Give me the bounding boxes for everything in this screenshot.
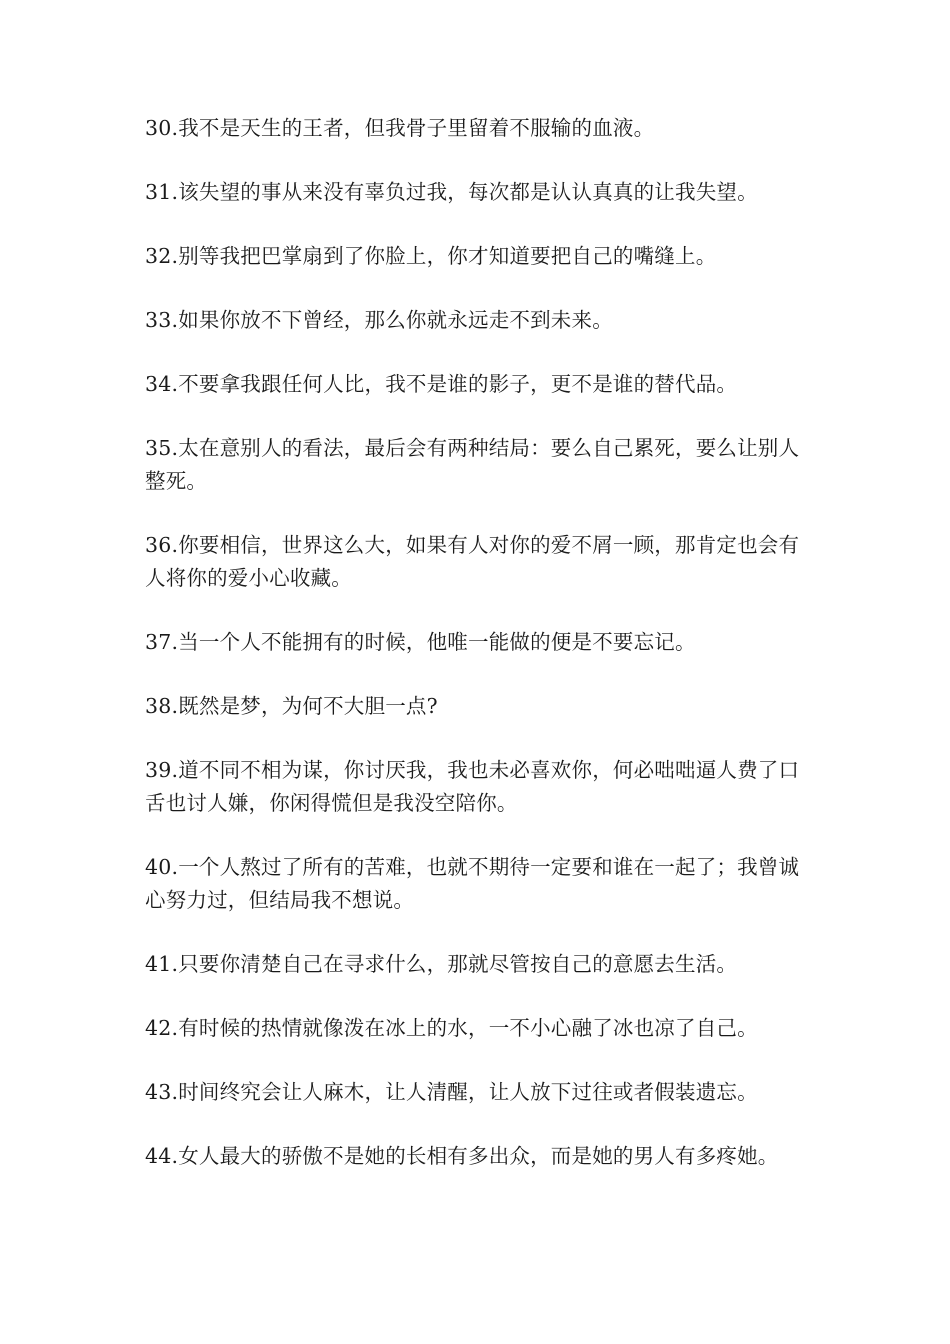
quote-30: 30.我不是天生的王者，但我骨子里留着不服输的血液。 (145, 116, 655, 140)
quote-31: 31.该失望的事从来没有辜负过我，每次都是认认真真的让我失望。 (145, 180, 758, 204)
quote-34: 34.不要拿我跟任何人比，我不是谁的影子，更不是谁的替代品。 (145, 372, 738, 396)
quote-40: 40.一个人熬过了所有的苦难，也就不期待一定要和谁在一起了；我曾诚心努力过，但结局我不想说。 (145, 855, 800, 912)
quote-44: 44.女人最大的骄傲不是她的长相有多出众，而是她的男人有多疼她。 (145, 1144, 779, 1168)
quote-33: 33.如果你放不下曾经，那么你就永远走不到未来。 (145, 308, 613, 332)
quote-list (145, 112, 810, 1204)
quote-37: 37.当一个人不能拥有的时候，他唯一能做的便是不要忘记。 (145, 630, 696, 654)
quote-35: 35.太在意别人的看法，最后会有两种结局：要么自己累死，要么让别人整死。 (145, 436, 800, 493)
quote-42: 42.有时候的热情就像泼在冰上的水，一不小心融了冰也凉了自己。 (145, 1016, 758, 1040)
quote-38: 38.既然是梦，为何不大胆一点? (145, 694, 438, 718)
quote-36: 36.你要相信，世界这么大，如果有人对你的爱不屑一顾，那肯定也会有人将你的爱小心收藏。 (145, 533, 800, 590)
quote-32: 32.别等我把巴掌扇到了你脸上，你才知道要把自己的嘴缝上。 (145, 244, 717, 268)
quote-39: 39.道不同不相为谋，你讨厌我，我也未必喜欢你，何必咄咄逼人费了口舌也讨人嫌，你闲得慌但是我没空陪你。 (145, 758, 800, 815)
quote-41: 41.只要你清楚自己在寻求什么，那就尽管按自己的意愿去生活。 (145, 952, 738, 976)
quote-43: 43.时间终究会让人麻木，让人清醒，让人放下过往或者假装遗忘。 (145, 1080, 758, 1104)
